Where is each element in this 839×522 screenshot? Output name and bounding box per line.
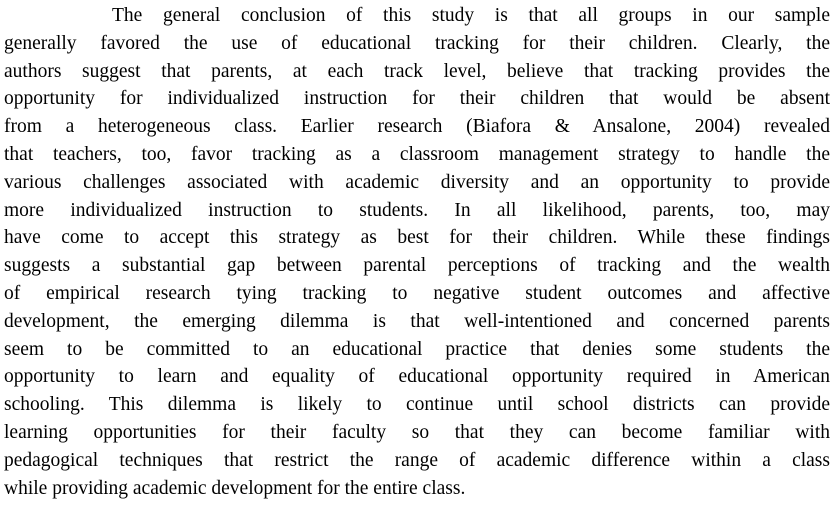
text-line: while providing academic development for the entire class. [4, 477, 466, 499]
text-line: have come to accept this strategy as best for their children. While these findings [4, 227, 830, 249]
text-line: of empirical research tying tracking to negative student outcomes and affective [4, 282, 830, 304]
text-line: generally favored the use of educational tracking for their children. Clearly, the [4, 32, 830, 54]
text-line: opportunity to learn and equality of educational opportunity required in American [4, 366, 830, 388]
text-line: opportunity for individualized instruction for their children that would be absent [4, 88, 830, 110]
text-line: various challenges associated with academic diversity and an opportunity to provide [4, 171, 830, 193]
text-line: learning opportunities for their faculty so that they can become familiar with [4, 421, 830, 443]
text-line: The general conclusion of this study is that all groups in our sample [112, 5, 830, 26]
text-line: seem to be committed to an educational practice that denies some students the [4, 338, 830, 360]
text-line: more individualized instruction to students. In all likelihood, parents, too, may [4, 199, 830, 221]
body-paragraph [4, 2, 830, 502]
text-line: authors suggest that parents, at each track level, believe that tracking provides the [4, 60, 830, 82]
text-line: schooling. This dilemma is likely to continue until school districts can provide [4, 394, 830, 416]
text-line: development, the emerging dilemma is that well-intentioned and concerned parents [4, 310, 830, 332]
text-line: pedagogical techniques that restrict the range of academic difference within a class [4, 449, 830, 471]
text-line: from a heterogeneous class. Earlier research (Biafora & Ansalone, 2004) revealed [4, 116, 830, 138]
text-line: suggests a substantial gap between parental perceptions of tracking and the wealth [4, 255, 830, 277]
text-line: that teachers, too, favor tracking as a classroom management strategy to handle the [4, 143, 830, 165]
